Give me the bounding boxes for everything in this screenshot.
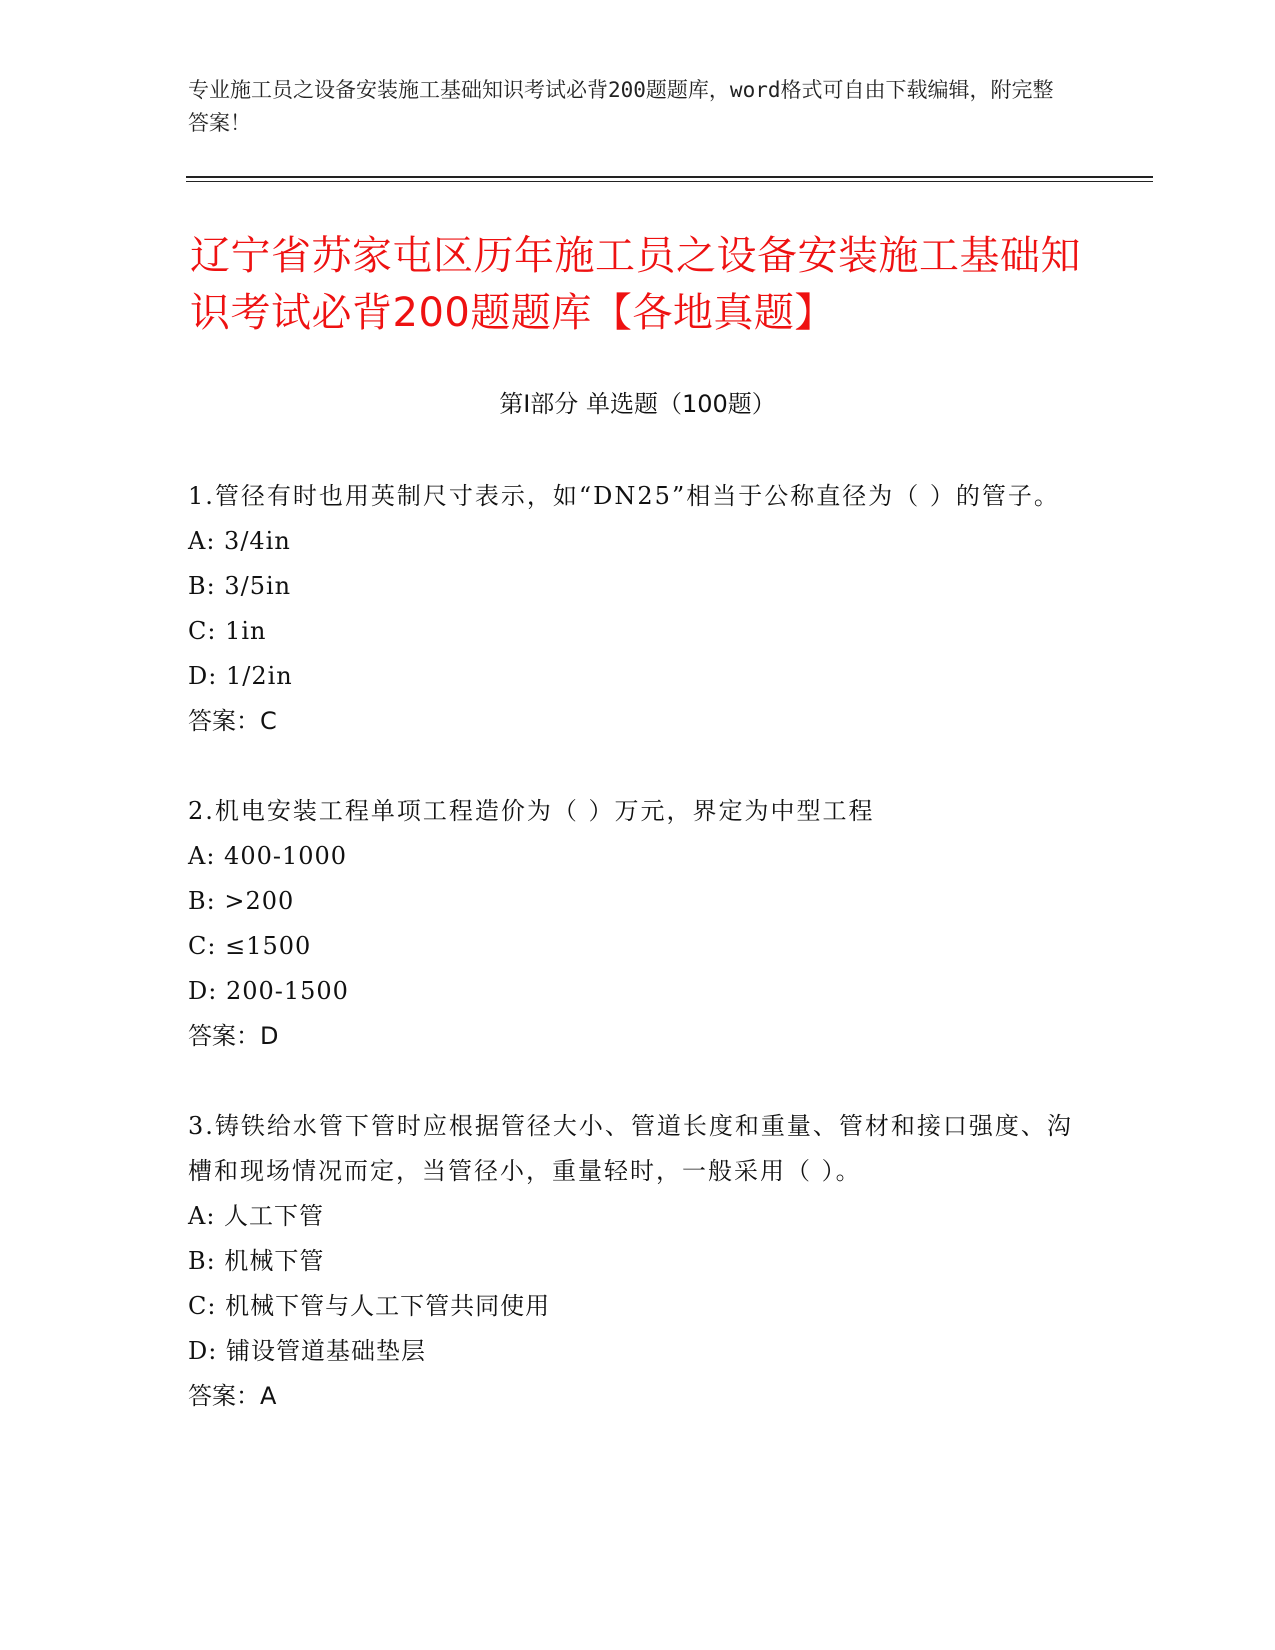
header-rule-thin [186,181,1153,182]
option-c: C: ≤1500 [188,932,312,960]
header-note: 专业施工员之设备安装施工基础知识考试必背200题题库，word格式可自由下载编辑，附完整答案！ [188,78,1054,135]
answer: 答案：A [188,1382,277,1410]
option-a: A: 人工下管 [188,1202,325,1230]
answer: 答案：C [188,707,277,735]
question-1 [188,474,1088,744]
option-d: D: 1/2in [188,662,293,690]
option-c: C: 机械下管与人工下管共同使用 [188,1292,551,1320]
question-stem: 1.管径有时也用英制尺寸表示，如“DN25”相当于公称直径为（ ）的管子。 [188,482,1060,510]
option-d: D: 铺设管道基础垫层 [188,1337,426,1365]
option-b: B: >200 [188,887,295,915]
answer: 答案：D [188,1022,279,1050]
option-b: B: 3/5in [188,572,292,600]
question-list [188,474,1088,1464]
document-title: 辽宁省苏家屯区历年施工员之设备安装施工基础知识考试必背200题题库【各地真题】 [190,233,1081,336]
option-b: B: 机械下管 [188,1247,325,1275]
option-d: D: 200-1500 [188,977,349,1005]
question-2 [188,789,1088,1059]
question-stem: 3.铸铁给水管下管时应根据管径大小、管道长度和重量、管材和接口强度、沟槽和现场情况而定，当管径小，重量轻时，一般采用（ ）。 [188,1112,1073,1185]
header-rule-thick [186,176,1153,178]
option-a: A: 400-1000 [188,842,348,870]
section-title: 第Ⅰ部分 单选题（100题） [499,390,776,418]
option-c: C: 1in [188,617,267,645]
question-stem: 2.机电安装工程单项工程造价为（ ）万元，界定为中型工程 [188,797,875,825]
option-a: A: 3/4in [188,527,291,555]
question-3 [188,1104,1088,1419]
